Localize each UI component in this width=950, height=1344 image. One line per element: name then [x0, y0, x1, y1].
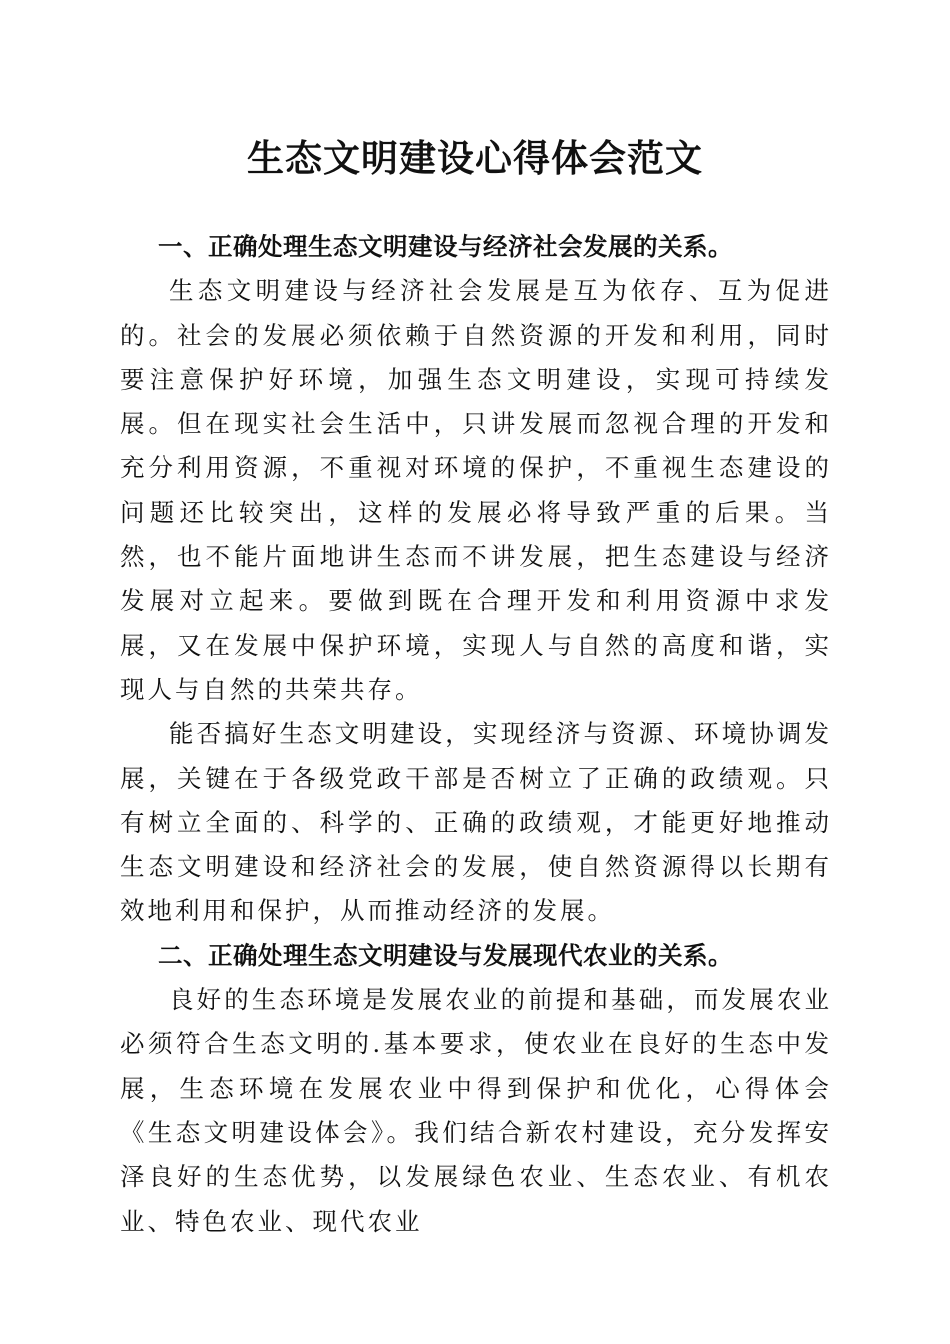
section-1-heading: 一、正确处理生态文明建设与经济社会发展的关系。 — [157, 232, 733, 261]
section-2-paragraph-1: 良好的生态环境是发展农业的前提和基础，而发展农业必须符合生态文明的.基本要求，使农业在良好的生态中发展，生态环境在发展农业中得到保护和优化，心得体会《生态文明建设体会》。我们结合新农村建设，充分发挥安泽良好的生态优势，以发展绿色农业、生态农业、有机农业、特色农业、现代农业 — [120, 985, 832, 1236]
document-title: 生态文明建设心得体会范文 — [247, 136, 703, 180]
section-1-paragraph-2: 能否搞好生态文明建设，实现经济与资源、环境协调发展，关键在于各级党政干部是否树立了正确的政绩观。只有树立全面的、科学的、正确的政绩观，才能更好地推动生态文明建设和经济社会的发展，使自然资源得以长期有效地利用和保护，从而推动经济的发展。 — [120, 719, 832, 926]
section-1-paragraph-1: 生态文明建设与经济社会发展是互为依存、互为促进的。社会的发展必须依赖于自然资源的开发和利用，同时要注意保护好环境，加强生态文明建设，实现可持续发展。但在现实社会生活中，只讲发展而忽视合理的开发和充分利用资源，不重视对环境的保护，不重视生态建设的问题还比较突出，这样的发展必将导致严重的后果。当然，也不能片面地讲生态而不讲发展，把生态建设与经济发展对立起来。要做到既在合理开发和利用资源中求发展，又在发展中保护环境，实现人与自然的高度和谐，实现人与自然的共荣共存。 — [120, 276, 832, 704]
document-body — [120, 225, 832, 1244]
section-2-heading: 二、正确处理生态文明建设与发展现代农业的关系。 — [157, 940, 733, 970]
